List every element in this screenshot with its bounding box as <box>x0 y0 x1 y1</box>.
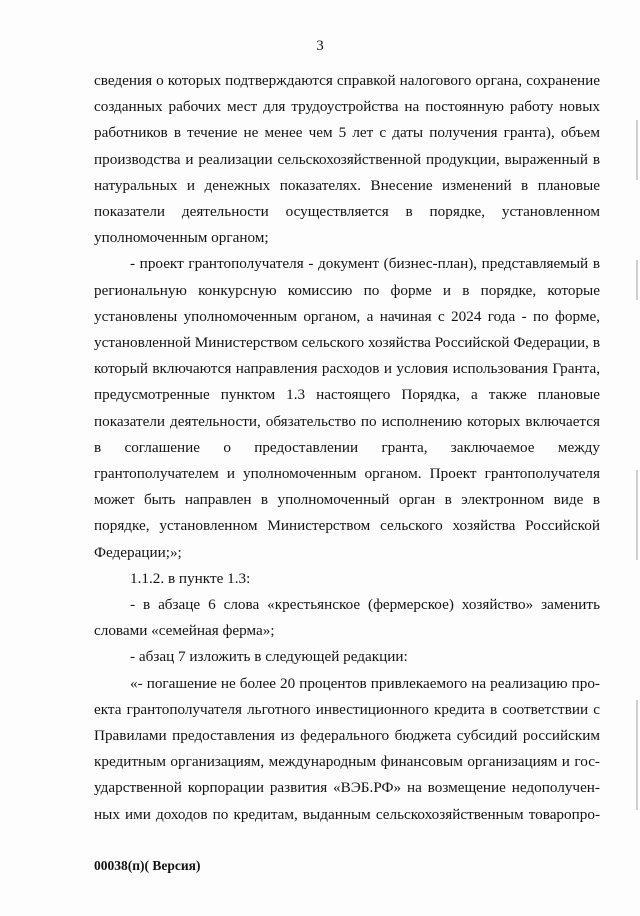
paragraph-clause-1-1-2 <box>94 566 600 592</box>
document-footer-code: 00038(п)( Версия) <box>94 858 201 873</box>
text-line: словами «семейная ферма»; <box>94 622 275 640</box>
paragraph-continuation <box>94 68 600 251</box>
text-line: «- погашение не более 20 процентов привлекаемого на реализацию про- <box>130 674 600 692</box>
text-line: установленной Министерством сельского хозяйства Российской Федерации, в <box>94 334 600 352</box>
scan-edge-mark <box>636 470 638 560</box>
text-line: созданных рабочих мест для трудоустройства на постоянную работу новых <box>94 98 600 116</box>
text-line: натуральных и денежных показателях. Внесение изменений в плановые <box>94 176 600 194</box>
paragraph-instruction <box>94 644 600 670</box>
text-line: региональную конкурсную комиссию по форме и в порядке, которые <box>94 281 600 299</box>
text-line: 1.1.2. в пункте 1.3: <box>130 569 251 587</box>
paragraph-new-wording <box>94 671 600 828</box>
text-line: ударственной корпорации развития «ВЭБ.РФ» на возмещение недополучен- <box>94 779 600 797</box>
scan-edge-mark <box>636 260 638 300</box>
text-line: показатели деятельности осуществляется в порядке, установленном <box>94 203 600 221</box>
text-line: - проект грантополучателя - документ (бизнес-план), представляемый в <box>130 255 600 273</box>
text-line: установлены уполномоченным органом, а начиная с 2024 года - по форме, <box>94 307 600 325</box>
text-line: грантополучателем и уполномоченным органом. Проект грантополучателя <box>94 465 600 483</box>
text-line: кредитным организациям, международным финансовым организациям и гос- <box>94 753 600 771</box>
text-line: екта грантополучателя льготного инвестиционного кредита в соответствии с <box>94 700 600 718</box>
text-line: порядке, установленном Министерством сельского хозяйства Российской <box>94 517 600 535</box>
text-line: - абзац 7 изложить в следующей редакции: <box>130 648 408 666</box>
text-line: показатели деятельности, обязательство по исполнению которых включается <box>94 412 600 430</box>
text-line: производства и реализации сельскохозяйственной продукции, выраженный в <box>94 150 600 168</box>
text-line: - в абзаце 6 слова «крестьянское (фермерское) хозяйство» заменить <box>130 596 600 614</box>
text-line: работников в течение не менее чем 5 лет с даты получения гранта), объем <box>94 124 600 142</box>
document-body <box>94 68 600 828</box>
text-line: в соглашение о предоставлении гранта, заключаемое между <box>94 438 600 456</box>
text-line: уполномоченным органом; <box>94 229 269 247</box>
page-number: 3 <box>316 38 324 54</box>
text-line: сведения о которых подтверждаются справкой налогового органа, сохранение <box>94 72 600 89</box>
paragraph-project-definition <box>94 251 600 565</box>
scan-edge-mark <box>636 700 638 810</box>
text-line: Федерации;»; <box>94 543 182 561</box>
paragraph-replacement <box>94 592 600 644</box>
text-line: Правилами предоставления из федерального бюджета субсидий российским <box>94 727 600 745</box>
text-line: предусмотренные пунктом 1.3 настоящего Порядка, а также плановые <box>94 386 600 404</box>
scan-edge-mark <box>636 120 638 180</box>
text-line: который включаются направления расходов и условия использования Гранта, <box>94 360 600 378</box>
text-line: ных ими доходов по кредитам, выданным сельскохозяйственным товаропро- <box>94 805 600 823</box>
text-line: может быть направлен в уполномоченный орган в электронном виде в <box>94 491 600 509</box>
